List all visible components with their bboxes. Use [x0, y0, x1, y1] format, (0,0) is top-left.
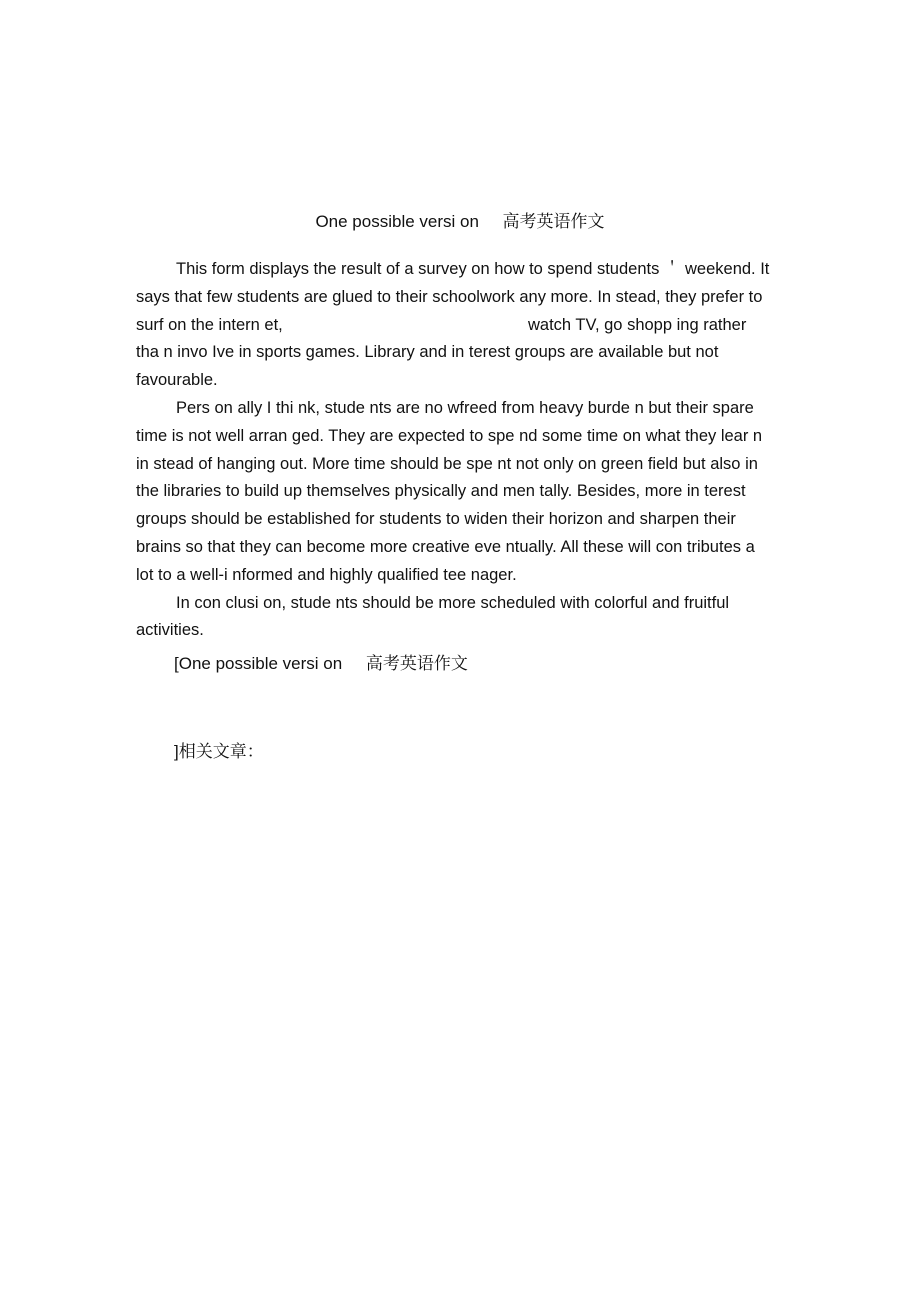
- text-line: activities.: [136, 621, 204, 640]
- line-text: watch TV, go shopp ing rather: [528, 315, 747, 334]
- text-line: the libraries to build up themselves physically and men tally. Besides, more in terest: [136, 482, 746, 501]
- text-line: time is not well arran ged. They are expected to spe nd some time on what they lear n: [136, 426, 763, 445]
- document-title: One possible versi on 高考英语作文: [315, 212, 605, 231]
- footer-title: [One possible versi on 高考英语作文: [174, 654, 468, 673]
- paragraph-3: [136, 590, 786, 646]
- line-text: This form displays the result of a survey on how to spend students ＇ weekend. It: [176, 260, 770, 278]
- text-line: tha n invo Ive in sports games. Library and in terest groups are available but not: [136, 343, 719, 362]
- text-line: brains so that they can become more creative eve ntually. All these will con tributes a: [136, 537, 755, 556]
- text-line: lot to a well-i nformed and highly qualified tee nager.: [136, 565, 517, 584]
- related-articles-label: ]相关文章：: [174, 742, 264, 761]
- text-line: [136, 256, 786, 284]
- line-text: surf on the intern et,: [136, 315, 283, 334]
- text-line: in stead of hanging out. More time should be spe nt not only on green field but also in: [136, 454, 758, 473]
- text-line: In con clusi on, stude nts should be more scheduled with colorful and fruitful: [176, 593, 730, 612]
- essay-body: [136, 256, 786, 645]
- paragraph-1: [136, 256, 786, 395]
- text-line: Pers on ally I thi nk, stude nts are no wfreed from heavy burde n but their spare: [176, 398, 754, 417]
- text-line: [136, 312, 786, 340]
- text-line: groups should be established for students to widen their horizon and sharpen their: [136, 510, 736, 529]
- text-line: favourable.: [136, 371, 218, 390]
- text-line: says that few students are glued to their schoolwork any more. In stead, they prefer to: [136, 287, 763, 306]
- paragraph-2: [136, 395, 786, 590]
